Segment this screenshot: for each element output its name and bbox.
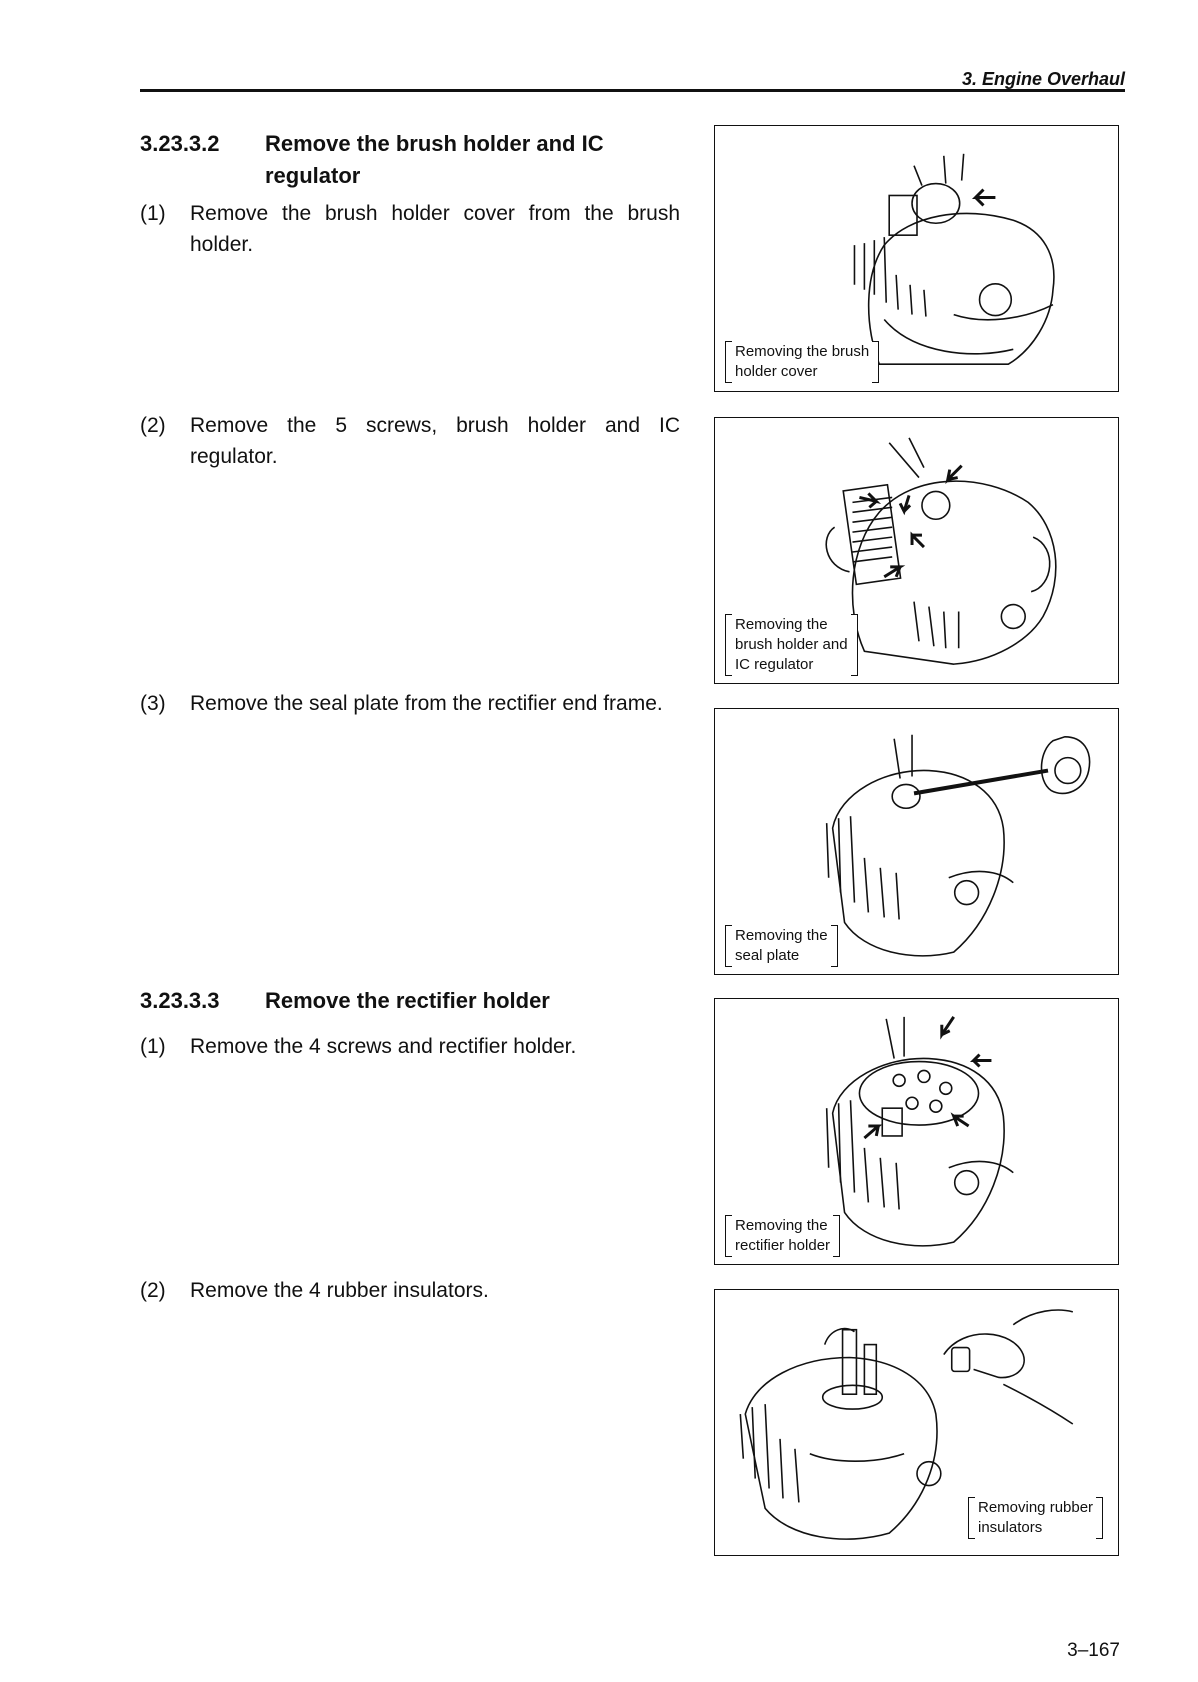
step-number: (2) [140,414,166,437]
chapter-title: 3. Engine Overhaul [961,69,1125,89]
caption-line: Removing the brush [735,343,870,360]
step-text: Remove the brush holder cover from the brush holder. [190,202,680,256]
page-header [140,62,1125,92]
section-number: 3.23.3.2 [140,131,220,156]
arrow-icon [942,1017,954,1035]
caption-line: Removing rubber [978,1499,1094,1516]
header-rule [140,89,1125,92]
caption-line: brush holder and [735,636,848,653]
caption-line: Removing the [735,616,828,633]
arrow-icon [948,466,962,480]
caption-line: Removing the [735,1217,828,1234]
figure-caption [725,1215,840,1257]
figure-brush-holder-ic-regulator [714,417,1119,684]
figure-caption [725,925,838,967]
arrow-icon [864,1126,878,1138]
arrow-icon [884,567,900,577]
caption-line: seal plate [735,947,800,964]
arrow-icon [912,535,924,547]
figure-caption [725,341,879,383]
page-number: 3–167 [1067,1640,1120,1661]
figure-rectifier-holder [714,998,1119,1265]
step-number: (1) [140,202,166,225]
section-title: Remove the rectifier holder [265,988,550,1013]
caption-line: Removing the [735,927,828,944]
figure-brush-holder-cover [714,125,1119,392]
section-title: Remove the brush holder and IC regulator [265,131,604,188]
section-number: 3.23.3.3 [140,988,220,1013]
step-text: Remove the 5 screws, brush holder and IC regulator. [190,414,680,468]
caption-line: rectifier holder [735,1237,831,1254]
caption-line: IC regulator [735,656,814,673]
step-text: Remove the seal plate from the rectifier end frame. [190,692,663,715]
step-number: (2) [140,1279,166,1302]
caption-line: insulators [978,1519,1043,1536]
arrow-icon [954,1116,969,1126]
figure-caption [725,614,858,676]
figure-caption [968,1497,1103,1539]
arrow-icon [974,1055,992,1067]
step-text: Remove the 4 rubber insulators. [190,1279,489,1302]
step-number: (3) [140,692,166,715]
figure-seal-plate [714,708,1119,975]
pointer-line [914,771,1048,794]
step-text: Remove the 4 screws and rectifier holder. [190,1035,577,1058]
section-heading [140,128,700,192]
figure-rubber-insulators [714,1289,1119,1556]
arrow-icon [976,190,996,206]
arrow-icon [859,493,876,507]
step-number: (1) [140,1035,166,1058]
arrow-icon [900,495,910,511]
section-heading [140,985,700,1017]
caption-line: holder cover [735,363,818,380]
